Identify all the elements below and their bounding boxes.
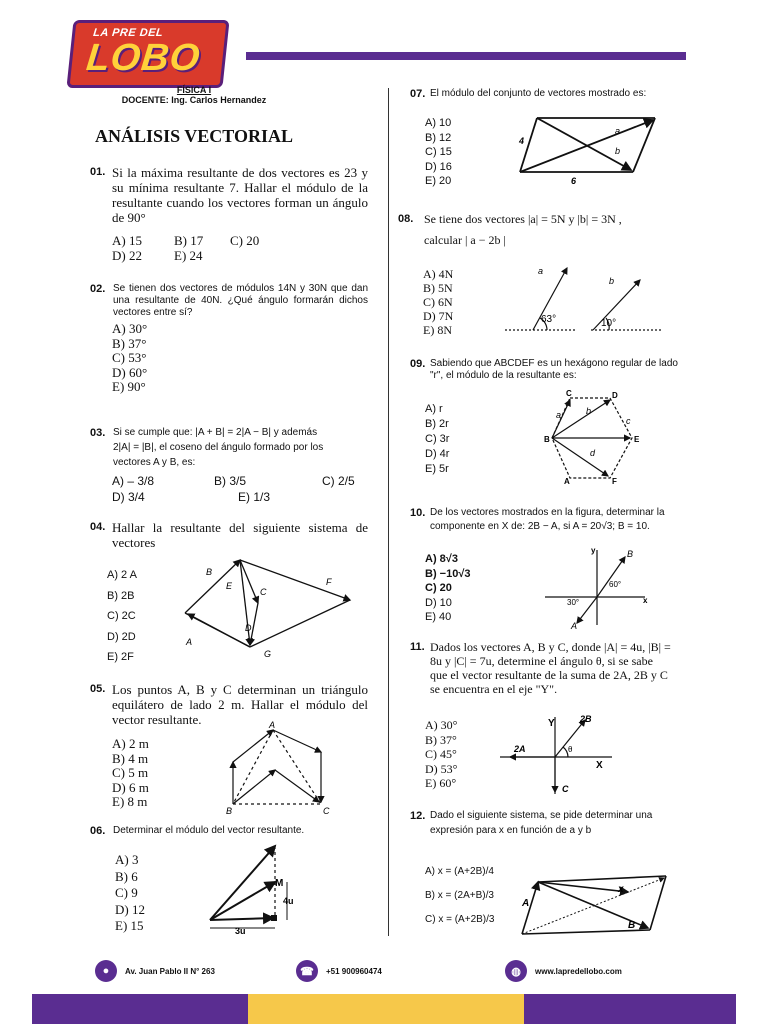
label-B: B (628, 920, 636, 931)
question-09 (410, 358, 690, 382)
q02-options (112, 322, 147, 395)
option-c[interactable]: C) 45° (425, 747, 457, 761)
question-text-4: se encuentra en el eje "Y". (430, 682, 558, 696)
question-number: 09. (410, 358, 426, 370)
q09-hexagon-diagram (540, 390, 650, 485)
footer-address (95, 960, 215, 982)
logo-top-text: LA PRE DEL (92, 27, 164, 39)
teacher-name: DOCENTE: Ing. Carlos Hernandez (121, 95, 267, 105)
web-link[interactable]: www.lapredellobo.com (535, 966, 622, 976)
brand-logo (66, 20, 229, 88)
q10-options (425, 552, 470, 625)
option-b[interactable]: B) 4 m (112, 750, 149, 766)
label-F: F (612, 477, 617, 486)
option-c[interactable]: C) 6N (423, 295, 453, 309)
question-text-3: que el vector resultante de la suma de 2A, 2B y C (430, 668, 668, 682)
question-text-1: Si se cumple que: |A + B| = 2|A − B| y además (113, 427, 318, 438)
option-b[interactable]: B) 37° (112, 335, 147, 351)
label-E: E (634, 435, 640, 444)
q04-vector-diagram (180, 555, 355, 660)
option-e[interactable]: E) 90° (112, 379, 146, 394)
label-a: a (556, 410, 562, 420)
question-text-2: 8u y |C| = 7u, determine el ángulo θ, si se sabe (430, 654, 653, 668)
q07-options (425, 116, 452, 189)
option-c[interactable]: C) 5 m (112, 765, 149, 780)
option-b[interactable]: B) 17 (174, 233, 204, 248)
label-C: C (562, 784, 569, 794)
option-b[interactable]: B) 5N (423, 281, 453, 295)
option-d[interactable]: D) 53° (425, 761, 458, 776)
question-10 (410, 507, 690, 533)
question-text: Los puntos A, B y C determinan un triángulo equilátero de lado 2 m. Hallar el módulo del vector resultante. (112, 682, 368, 727)
option-a[interactable]: A) 30° (425, 718, 458, 732)
option-a[interactable]: A) 2 A (107, 569, 137, 581)
question-text-2: componente en X de: 2B − A, si A = 20√3; B = 10. (430, 521, 650, 532)
q09-options (425, 402, 449, 477)
option-d[interactable]: D) 10 (425, 596, 452, 609)
option-c[interactable]: C) 20 (230, 233, 260, 248)
option-c[interactable]: C) 53° (112, 350, 147, 365)
option-b[interactable]: B) 37° (425, 732, 457, 747)
label-a: a (538, 266, 544, 276)
angle-63: 63° (541, 314, 557, 325)
question-number: 03. (90, 427, 106, 439)
option-e[interactable]: E) 24 (174, 247, 203, 263)
option-a[interactable]: A) 4N (423, 267, 454, 281)
option-e[interactable]: E) 2F (107, 651, 134, 663)
header-bar (246, 52, 686, 60)
question-number: 11. (410, 641, 425, 653)
label-4u: 4u (283, 896, 294, 906)
label-2B: 2B (580, 714, 592, 724)
question-text-1: De los vectores mostrados en la figura, determinar la (430, 507, 665, 518)
label-A: A (186, 637, 193, 647)
footer-phone (296, 960, 382, 982)
question-08 (398, 212, 698, 248)
label-B: B (544, 435, 550, 444)
option-c[interactable]: C) x = (A+2B)/3 (425, 914, 495, 925)
option-b[interactable]: B) 12 (425, 131, 452, 144)
question-06 (90, 825, 368, 837)
label-3u: 3u (235, 926, 246, 936)
question-number: 08. (398, 213, 414, 225)
option-e[interactable]: E) 8 m (112, 794, 148, 809)
question-01 (90, 165, 368, 225)
option-e[interactable]: E) 1/3 (238, 490, 271, 504)
footer-accent (248, 994, 524, 1024)
q07-vector-diagram (515, 112, 665, 186)
option-c[interactable]: C) 20 (425, 582, 452, 594)
question-number: 12. (410, 810, 426, 822)
question-number: 01. (90, 166, 106, 178)
label-E: E (226, 581, 233, 591)
option-d[interactable]: D) 2D (107, 630, 136, 643)
option-a[interactable]: A) x = (A+2B)/4 (425, 866, 494, 877)
label-B: B (627, 549, 634, 559)
globe-icon: ◍ (505, 960, 527, 982)
q11-options (425, 718, 457, 791)
question-12 (410, 810, 690, 837)
option-d[interactable]: D) 4r (425, 448, 450, 460)
label-c: c (626, 416, 631, 426)
question-number: 10. (410, 507, 426, 519)
course-name: FÍSICA I (176, 85, 212, 95)
logo-main-text: LOBO (84, 37, 203, 79)
q08-options (423, 267, 453, 337)
course-header (0, 85, 388, 105)
angle-60: 60° (609, 580, 622, 589)
page-title: ANÁLISIS VECTORIAL (95, 126, 293, 146)
angle-30: 30° (567, 598, 580, 607)
option-e[interactable]: E) 40 (425, 611, 452, 623)
label-B: B (206, 567, 213, 577)
option-d[interactable]: D) 60° (112, 364, 148, 380)
q03-options (112, 473, 372, 505)
option-b[interactable]: B) 2B (107, 589, 135, 602)
option-e[interactable]: E) 5r (425, 463, 449, 475)
option-a[interactable]: A) 2 m (112, 736, 149, 751)
label-B: B (226, 806, 233, 816)
label-G: G (264, 649, 272, 659)
q05-triangle-diagram (225, 722, 340, 817)
option-d[interactable]: D) 6 m (112, 779, 149, 795)
question-number: 07. (410, 88, 426, 100)
question-11 (410, 640, 688, 696)
option-d[interactable]: D) 12 (115, 901, 145, 917)
question-text: El módulo del conjunto de vectores mostrado es: (430, 88, 647, 99)
q05-options (112, 737, 149, 810)
label-D: D (612, 391, 618, 400)
label-b: b (609, 276, 615, 286)
phone-text[interactable]: +51 900960474 (326, 966, 382, 976)
question-text: Sabiendo que ABCDEF es un hexágono regular de lado "r", el módulo de la resultante es: (430, 358, 678, 381)
option-e[interactable]: E) 8N (423, 323, 452, 337)
option-b[interactable]: B) −10√3 (425, 567, 471, 580)
angle-10: 10° (601, 318, 617, 329)
option-c[interactable]: C) 9 (115, 885, 138, 900)
question-number: 02. (90, 283, 106, 295)
label-M: M (275, 878, 284, 889)
label-y: y (591, 546, 596, 555)
label-Y: Y (548, 718, 555, 729)
label-F: F (326, 577, 332, 587)
q12-options (425, 860, 494, 932)
option-d[interactable]: D) 22 (112, 247, 142, 263)
option-b[interactable]: B) 2r (425, 418, 449, 430)
label-A: A (522, 898, 530, 909)
label-6: 6 (571, 176, 577, 186)
question-03 (90, 427, 368, 469)
label-x: x (643, 596, 648, 605)
question-07 (410, 88, 690, 100)
option-c[interactable]: C) 2C (107, 610, 136, 622)
question-number: 06. (90, 825, 106, 837)
q11-axes-diagram (500, 712, 620, 797)
option-a[interactable]: A) 10 (425, 117, 452, 129)
question-text: Si la máxima resultante de dos vectores es 23 y su mínima resultante 7. Hallar el módulo de la resultante cuando los vectores forman un ángulo de 90° (112, 165, 368, 225)
label-C: C (566, 389, 572, 398)
label-d: d (590, 448, 596, 458)
address-text: Av. Juan Pablo II N° 263 (125, 966, 215, 976)
option-b[interactable]: B) x = (2A+B)/3 (425, 890, 494, 901)
option-e[interactable]: E) 15 (115, 918, 144, 933)
q12-vector-diagram (518, 872, 678, 942)
option-a[interactable]: A) 30° (112, 321, 148, 336)
option-c[interactable]: C) 15 (425, 146, 452, 158)
question-text-1: Dados los vectores A, B y C, donde |A| = 4u, |B| = (430, 640, 671, 654)
question-text-2: expresión para x en función de a y b (430, 825, 592, 836)
question-05 (90, 682, 368, 727)
option-d[interactable]: D) 7N (423, 309, 454, 323)
label-b: b (586, 406, 592, 416)
option-a[interactable]: A) 15 (112, 233, 142, 248)
option-a[interactable]: A) 8√3 (425, 553, 458, 565)
column-divider (388, 88, 389, 936)
option-e[interactable]: E) 60° (425, 776, 457, 790)
label-x: x (618, 884, 624, 895)
option-a[interactable]: A) 3 (115, 852, 139, 867)
label-2A: 2A (514, 744, 526, 754)
option-b[interactable]: B) 3/5 (214, 474, 247, 488)
label-D: D (245, 623, 252, 633)
label-b: b (615, 146, 621, 156)
q10-axes-diagram (545, 545, 655, 630)
question-number: 05. (90, 683, 106, 695)
option-a[interactable]: A) r (425, 403, 443, 415)
q01-options (112, 234, 362, 263)
label-A: A (564, 477, 570, 486)
option-d[interactable]: D) 3/4 (112, 490, 145, 504)
label-C: C (260, 587, 267, 597)
label-C: C (323, 806, 330, 816)
option-a[interactable]: A) – 3/8 (112, 474, 155, 488)
option-d[interactable]: D) 16 (425, 160, 452, 173)
question-text-2: 2|A| = |B|, el coseno del ángulo formado por los (113, 442, 324, 453)
option-e[interactable]: E) 20 (425, 175, 452, 187)
question-number: 04. (90, 521, 106, 533)
q08-vector-diagram (505, 262, 665, 337)
location-pin-icon: ● (95, 960, 117, 982)
label-theta: θ (568, 745, 573, 754)
question-04 (90, 520, 368, 550)
label-A: A (269, 720, 276, 730)
q06-vector-diagram (205, 840, 305, 935)
question-text-2: calcular | a − 2b | (424, 233, 506, 247)
phone-icon: ☎ (296, 960, 318, 982)
label-A: A (571, 621, 578, 631)
option-c[interactable]: C) 2/5 (322, 474, 355, 488)
question-text: Determinar el módulo del vector resultante. (113, 825, 305, 836)
question-text-3: vectores A y B, es: (113, 457, 196, 468)
option-b[interactable]: B) 6 (115, 868, 138, 884)
question-text-1: Dado el siguiente sistema, se pide determinar una (430, 810, 653, 821)
q04-options (107, 565, 137, 668)
question-text: Se tienen dos vectores de módulos 14N y 30N que dan una resultante de 40N. ¿Qué ángulo formarán dichos vectores entre sí? (113, 283, 368, 318)
question-02 (90, 283, 368, 319)
footer-web (505, 960, 622, 982)
label-X: X (596, 760, 603, 771)
option-c[interactable]: C) 3r (425, 433, 450, 445)
label-a: a (615, 126, 621, 136)
question-text: Hallar la resultante del siguiente sistema de vectores (112, 520, 368, 550)
q06-options (115, 852, 145, 935)
question-text-1: Se tiene dos vectores |a| = 5N y |b| = 3N , (424, 212, 622, 226)
label-4: 4 (519, 136, 525, 146)
